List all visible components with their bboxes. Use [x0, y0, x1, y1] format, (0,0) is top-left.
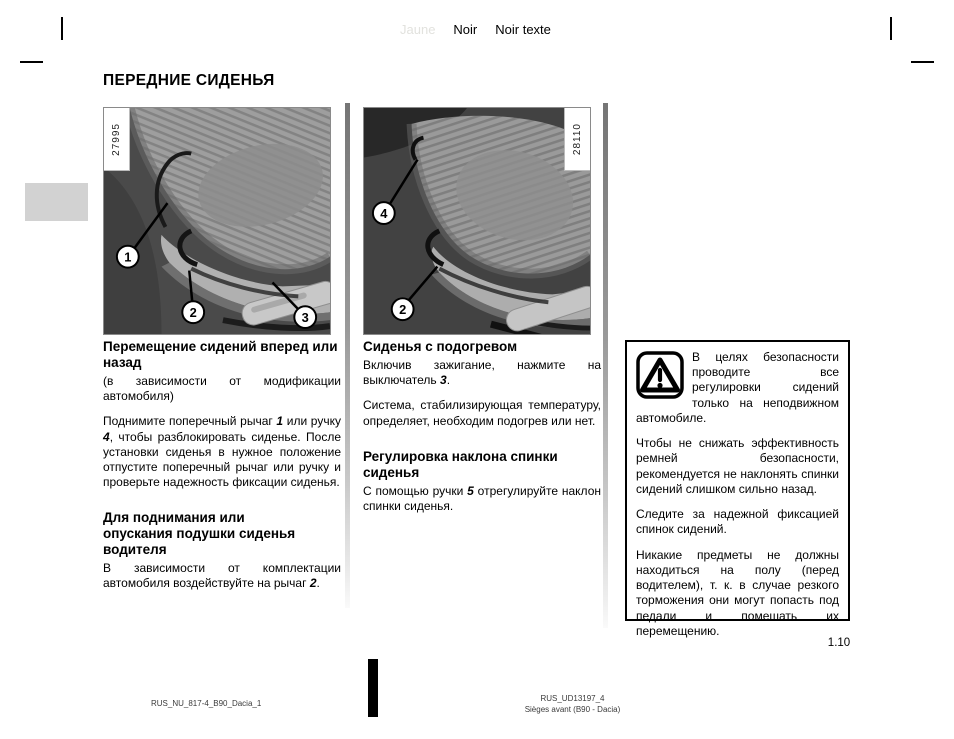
footer-section-reference	[500, 693, 645, 715]
svg-text:1: 1	[124, 249, 132, 265]
section-tab-marker	[25, 183, 88, 221]
callout-3	[294, 306, 316, 328]
color-label-noir: Noir	[453, 22, 478, 37]
seat-photo-slide-lever	[103, 107, 331, 335]
warning-paragraph: Никакие предметы не должны находиться на полу (перед водителем), т. к. в случае резкого торможения они могут попасть под педали и помешать их перемещению.	[636, 547, 839, 638]
column-divider	[603, 103, 608, 628]
paragraph: Включив зажигание, нажмите на выключатель 3.	[363, 357, 601, 388]
seat-photo-1-illustration	[104, 108, 330, 334]
figure-number-label: 27995	[104, 108, 130, 171]
safety-warning-box	[625, 340, 850, 638]
footer-reference-code: RUS_UD13197_4	[540, 694, 605, 703]
column-heated-seats	[363, 339, 601, 524]
crop-mark	[890, 17, 892, 40]
warning-paragraph: В целях безопасности проводите все регулировки сидений только на неподвижном автомобиле.	[636, 350, 839, 425]
crop-mark	[61, 17, 63, 40]
crop-mark	[20, 61, 43, 63]
column-divider	[345, 103, 350, 608]
svg-text:4: 4	[380, 206, 388, 222]
section-heading-slide: Перемещение сидений вперед или назад	[103, 339, 338, 370]
page-number: 1.10	[827, 637, 851, 649]
section-heading-heated: Сиденья с подогревом	[363, 339, 518, 354]
footer-document-reference: RUS_NU_817-4_B90_Dacia_1	[151, 699, 262, 708]
figure-number-label: 28110	[564, 108, 590, 171]
paragraph: Система, стабилизирующая температуру, определяет, необходим подогрев или нет.	[363, 398, 601, 428]
color-label-jaune: Jaune	[400, 22, 436, 37]
print-registration-bar	[368, 659, 378, 717]
svg-text:2: 2	[399, 302, 407, 318]
callout-4	[373, 202, 395, 224]
print-color-header	[400, 22, 551, 37]
paragraph: Поднимите поперечный рычаг 1 или ручку 4, чтобы разблокировать сиденье. После установки сиденья в нужное положение отпустите поперечный рычаг или ручку и проверьте надежность фиксации сиденья.	[103, 414, 341, 490]
page-title: ПЕРЕДНИЕ СИДЕНЬЯ	[103, 72, 275, 89]
crop-mark	[911, 61, 934, 63]
variant-note: (в зависимости от модификации автомобиля)	[103, 373, 341, 404]
svg-text:2: 2	[189, 305, 197, 321]
column-seat-adjustment	[103, 339, 341, 602]
callout-2	[392, 298, 414, 320]
warning-triangle-icon	[636, 351, 684, 399]
footer-section-title: Sièges avant (B90 - Dacia)	[524, 705, 621, 715]
section-heading-backrest: Регулировка наклона спинки сиденья	[363, 448, 558, 480]
paragraph: В зависимости от комплектации автомобиля воздействуйте на рычаг 2.	[103, 561, 341, 591]
warning-paragraph: Чтобы не снижать эффективность ремней безопасности, рекомендуется не наклонять спинки сидений слишком сильно назад.	[636, 436, 839, 496]
seat-photo-heated-seat	[363, 107, 591, 335]
callout-1	[117, 246, 139, 268]
svg-text:3: 3	[301, 310, 309, 326]
paragraph: С помощью ручки 5 отрегулируйте наклон спинки сиденья.	[363, 483, 601, 513]
color-label-noir-texte: Noir texte	[495, 22, 551, 37]
warning-paragraph: Следите за надежной фиксацией спинок сидений.	[636, 507, 839, 537]
seat-photo-2-illustration	[364, 108, 590, 334]
callout-2	[182, 301, 204, 323]
section-heading-cushion-height: Для поднимания или опускания подушки сиденья водителя	[103, 510, 296, 558]
